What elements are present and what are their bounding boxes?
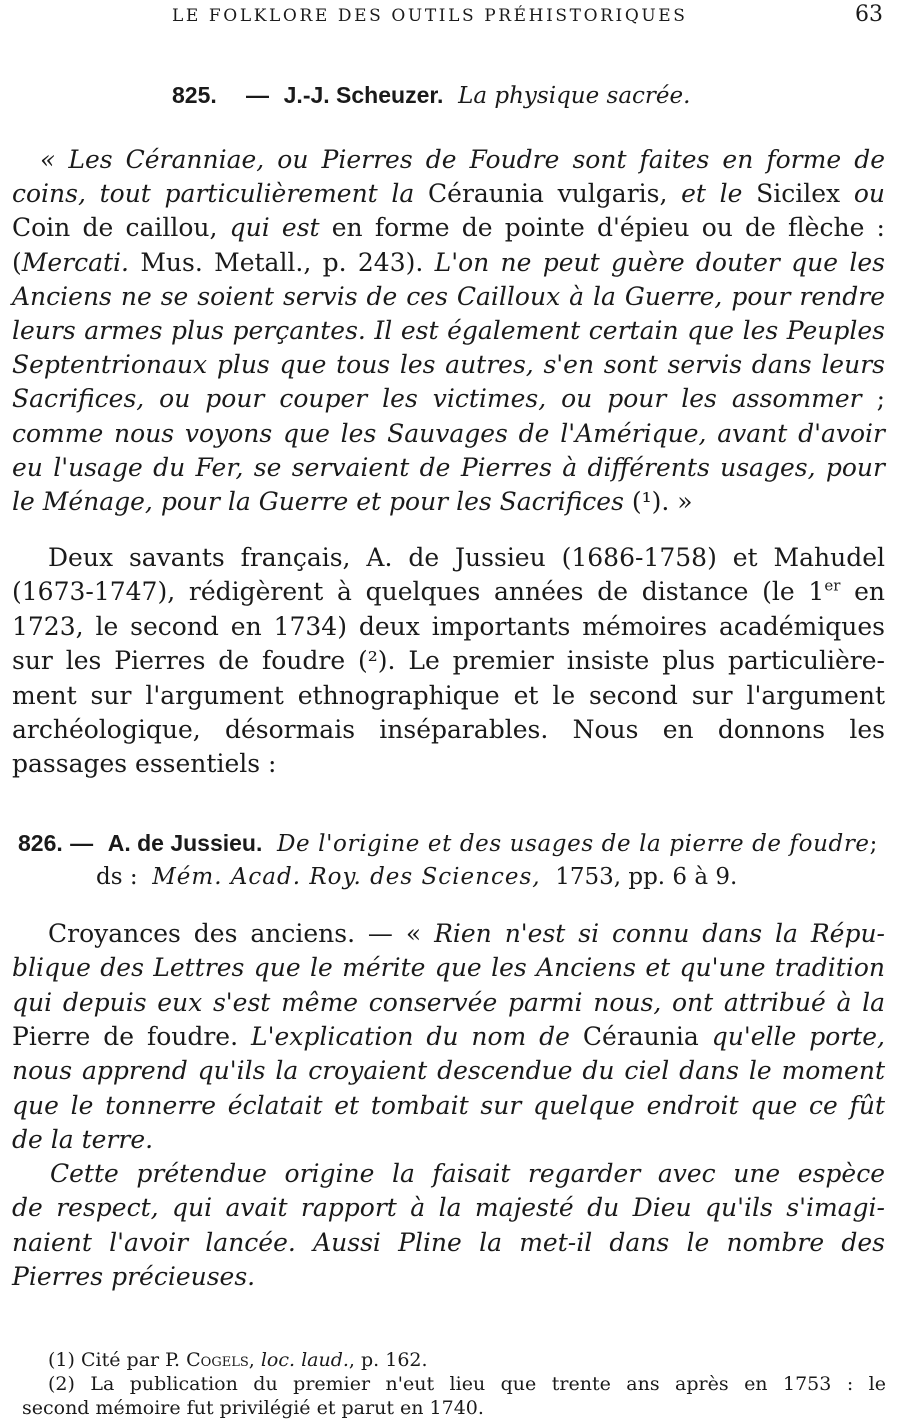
text-line (12, 1260, 885, 1294)
entry-author: A. de Jussieu. (107, 830, 263, 856)
running-header (0, 2, 897, 30)
entry-semicolon: ; (869, 831, 878, 857)
text-line (12, 451, 885, 485)
text-run: Pierre de foudre. (12, 1021, 251, 1051)
text-run: sur les Pierres de foudre (²). Le premier insiste plus particulière- (12, 646, 885, 676)
text-line (12, 1226, 885, 1260)
text-run: qu'elle porte, (711, 1021, 885, 1051)
text-run: Sacrifices, ou pour couper les victimes, ou pour les assommer (12, 384, 877, 414)
text-run: Cette prétendue origine la faisait regarder avec une espèce (50, 1159, 885, 1188)
text-run: Rien n'est si connu dans la Répu- (434, 919, 885, 948)
text-line (12, 1089, 885, 1123)
text-run: comme nous voyons que les Sauvages de l'Amérique, avant d'avoir (12, 418, 885, 448)
text-run: L'on ne peut guère douter que les (434, 247, 886, 277)
entry-number: 826. (18, 830, 63, 856)
text-run: qui est (229, 213, 332, 243)
text-line (12, 917, 885, 951)
text-run: Sicilex (756, 179, 854, 209)
text-run: Céraunia vulgaris, (428, 179, 682, 209)
text-run: de respect, qui avait rapport à la majesté du Dieu qu'ils s'imagi- (12, 1193, 885, 1223)
text-line (12, 246, 885, 280)
text-run: second mémoire fut privilégié et parut en 1740. (22, 1397, 484, 1419)
running-title: LE FOLKLORE DES OUTILS PRÉHISTORIQUES (172, 6, 688, 26)
text-run: en (840, 577, 886, 607)
entry-work-title: De l'origine et des usages de la pierre de foudre (277, 831, 870, 857)
text-run: Septentrionaux plus que tous les autres, s'en sont servis dans leurs (12, 350, 885, 380)
entry-journal: Mém. Acad. Roy. des Sciences, (152, 864, 541, 890)
text-line (12, 1054, 885, 1088)
text-line (12, 541, 885, 575)
entry-826-source (96, 864, 737, 890)
text-run: Mercati. (21, 247, 130, 277)
text-run: , (248, 1349, 261, 1371)
text-run: (¹). » (631, 487, 693, 516)
text-line (12, 348, 885, 382)
text-line (12, 713, 885, 747)
text-run: leurs armes plus perçantes. Il est également certain que les Peuples (12, 316, 885, 345)
text-run: Pierres précieuses. (12, 1261, 256, 1291)
text-run: Croyances des anciens. — « (48, 919, 435, 948)
text-run: Cogels (186, 1349, 249, 1371)
entry-ds: ds : (96, 864, 138, 890)
entry-number: 825. (172, 82, 217, 108)
text-run: de la terre. (12, 1124, 154, 1154)
text-run: ( (12, 247, 22, 277)
entry-dash: — (70, 830, 94, 856)
text-line (12, 143, 885, 177)
text-line (12, 679, 885, 713)
text-line (12, 1157, 885, 1191)
entry-author: J.-J. Scheuzer. (283, 82, 444, 108)
text-run: Deux savants français, A. de Jussieu (1686-1758) et Mahudel (48, 543, 885, 572)
text-run: que le tonnerre éclatait et tombait sur quelque endroit que ce fût (12, 1090, 885, 1120)
text-run: (1673-1747), rédigèrent à quelques années de distance (le 1 (12, 577, 825, 607)
text-run: Mus. Metall., p. 243). (129, 247, 435, 277)
text-run: Coin de caillou, (12, 213, 230, 243)
text-line (12, 575, 885, 609)
text-line (12, 747, 885, 781)
text-run: er (824, 577, 841, 596)
text-run: loc. laud. (260, 1349, 349, 1371)
text-run: Céraunia (582, 1021, 712, 1051)
text-run: L'explication du nom de (250, 1021, 583, 1051)
text-line (12, 314, 885, 348)
entry-dash: — (246, 82, 270, 108)
text-run: nous apprend qu'ils la croyaient descendue du ciel dans le moment (12, 1056, 885, 1086)
text-run: (2) La publication du premier n'eut lieu que trente ans après en 1753 : le (48, 1373, 886, 1395)
text-run: en forme de pointe d'épieu ou de flèche : (331, 213, 885, 243)
text-run: ment sur l'argument ethnographique et le second sur l'argument (12, 680, 885, 710)
text-line (12, 177, 885, 211)
text-run: le Ménage, pour la Guerre et pour les Sacrifices (12, 487, 632, 516)
text-line (12, 986, 885, 1020)
footnote-line (22, 1397, 886, 1419)
text-run: ou (853, 179, 885, 209)
text-line (12, 610, 885, 644)
text-run: passages essentiels : (12, 749, 277, 779)
text-line (12, 1191, 885, 1225)
text-run: coins, tout particulièrement la (12, 179, 429, 209)
text-run: blique des Lettres que le mérite que les Anciens et qu'une tradition (12, 953, 885, 983)
text-line (12, 1123, 885, 1157)
entry-work: La physique sacrée. (458, 83, 691, 109)
entry-825-heading (172, 82, 690, 109)
text-line (12, 280, 885, 314)
text-line (12, 644, 885, 678)
text-line (12, 382, 885, 416)
text-run: (1) Cité par P. (48, 1349, 187, 1371)
text-line (12, 951, 885, 985)
page-number: 63 (855, 2, 883, 27)
entry-826-heading (18, 830, 877, 857)
footnote-line (22, 1373, 886, 1395)
text-run: archéologique, désormais inséparables. Nous en donnons les (12, 715, 885, 744)
text-run: naient l'avoir lancée. Aussi Pline la met-il dans le nombre des (12, 1227, 885, 1257)
text-run: et le (681, 179, 757, 209)
entry-details: 1753, pp. 6 à 9. (555, 864, 738, 890)
text-line (12, 211, 885, 245)
text-run: eu l'usage du Fer, se servaient de Pierres à différents usages, pour (12, 452, 885, 482)
text-run: qui depuis eux s'est même conservée parmi nous, ont attribué à la (12, 987, 885, 1017)
text-run: « Les Céranniae, ou Pierres de Foudre sont faites en forme de (40, 145, 885, 174)
text-run: ; (876, 384, 885, 414)
footnote-line (22, 1349, 886, 1371)
text-line (12, 1020, 885, 1054)
text-run: , p. 162. (348, 1349, 428, 1371)
text-line (12, 485, 885, 519)
text-run: Anciens ne se soient servis de ces Cailloux à la Guerre, pour rendre (12, 281, 885, 311)
text-run: 1723, le second en 1734) deux importants mémoires académiques (12, 611, 885, 641)
text-line (12, 417, 885, 451)
